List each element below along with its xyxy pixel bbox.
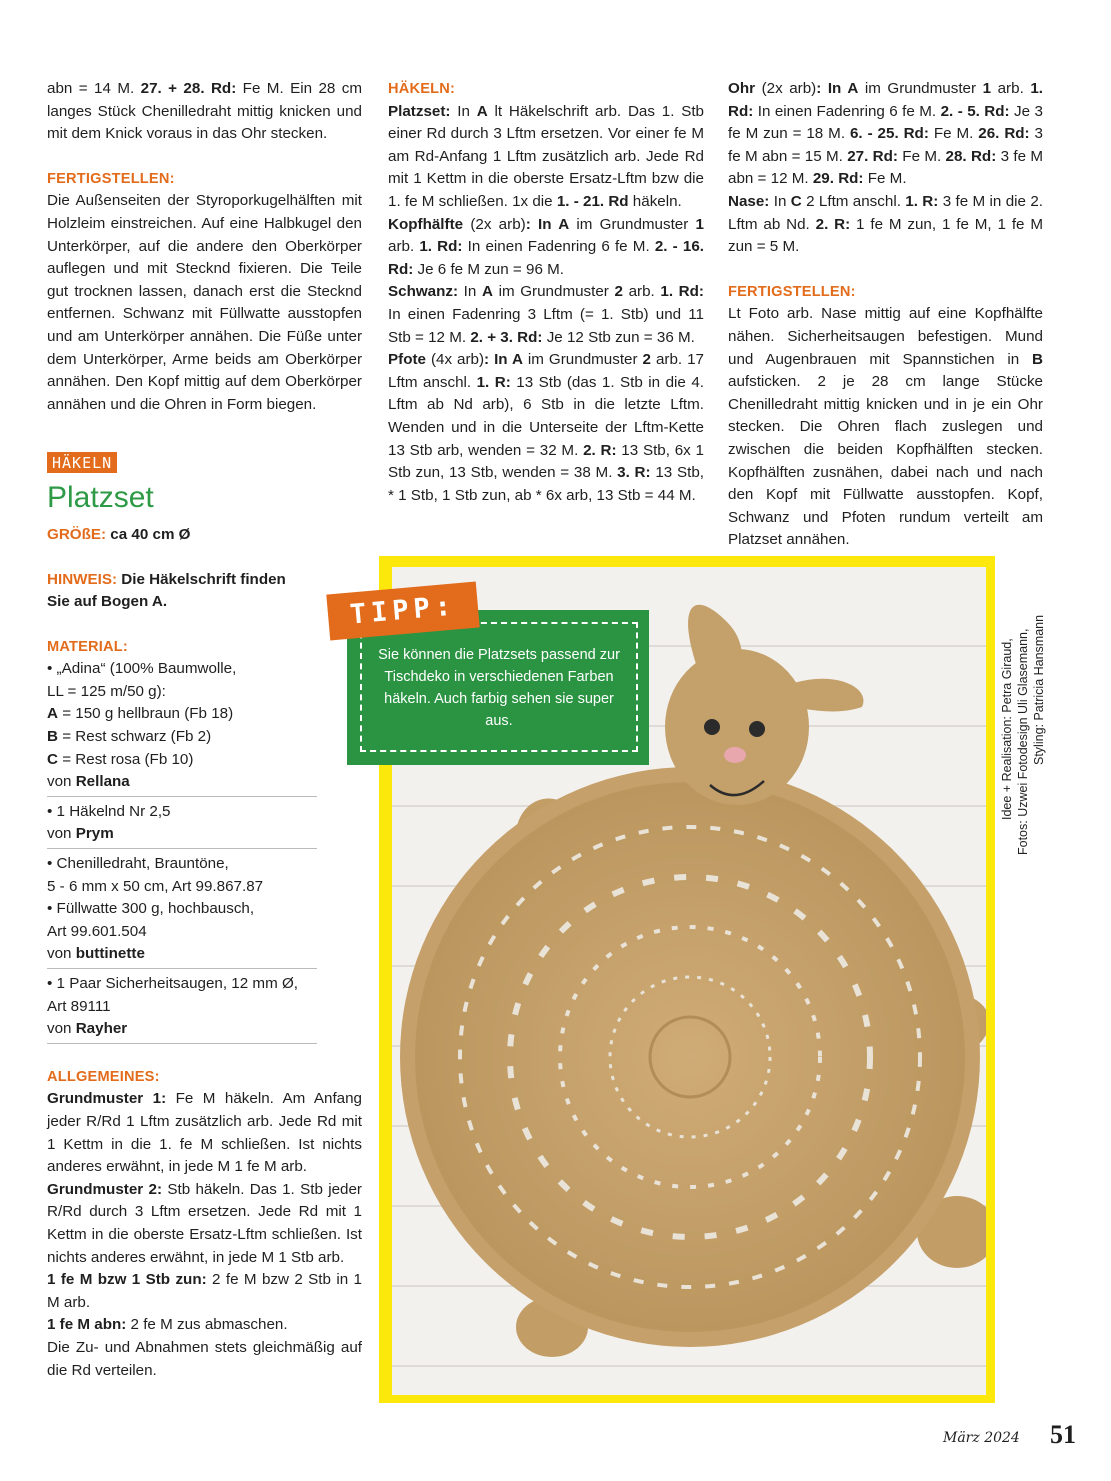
paragraph: Schwanz: In A im Grundmuster 2 arb. 1. Rd: In einen Fadenring 3 Lftm (= 1. Stb) und 11 Stb = 12 M. 2. + 3. Rd: Je 12 Stb zun = 36 M. bbox=[388, 283, 704, 346]
paragraph: Die Zu- und Abnahmen stets gleichmäßig auf die Rd verteilen. bbox=[47, 1338, 362, 1379]
tip-label: TIPP: bbox=[326, 582, 479, 641]
credit-line: Fotos: Uzwei Fotodesign Uli Glasemann, bbox=[1016, 628, 1030, 855]
category-tag: HÄKELN bbox=[47, 452, 117, 473]
paragraph: Platzset: In A lt Häkelschrift arb. Das 1. Stb einer Rd durch 3 Lftm ersetzen. Vor einer fe M am Rd-Anfang 1 Lftm zusätzlich arb. Jede Rd mit 1 Kettm in die oberste Ersatz-Lftm bzw die 1. fe M schließen. 1x die 1. - 21. Rd häkeln. bbox=[388, 102, 704, 210]
issue-date: März 2024 bbox=[943, 1430, 1020, 1446]
paragraph: Grundmuster 1: Fe M häkeln. Am Anfang jeder R/Rd 1 Lftm zusätzlich arb. Jede Rd mit 1 Kettm in die 1. fe M schließen. Ist nichts anderes erwähnt, in jede M 1 fe M arb. bbox=[47, 1090, 363, 1176]
section-heading: FERTIGSTELLEN: bbox=[47, 170, 175, 187]
page-number: 51 bbox=[1050, 1420, 1076, 1449]
paragraph: 1 fe M abn: 2 fe M zus abmaschen. bbox=[47, 1316, 288, 1334]
left-column bbox=[47, 78, 362, 1382]
right-column bbox=[728, 78, 1043, 552]
brand-link: Rellana bbox=[75, 773, 130, 791]
paragraph: Kopfhälfte (2x arb): In A im Grundmuster 1 arb. 1. Rd: In einen Fadenring 6 fe M. 2. - 16. Rd: Je 6 fe M zun = 96 M. bbox=[388, 215, 704, 278]
paragraph: 1 fe M bzw 1 Stb zun: 2 fe M bzw 2 Stb in 1 M arb. bbox=[47, 1271, 362, 1311]
general-heading: ALLGEMEINES: bbox=[47, 1068, 160, 1085]
paragraph: Die Außenseiten der Styroporkugelhälften mit Holzleim einstreichen. Auf eine Halbkugel den Unterkörper, auf die andere den Oberkörper auflegen und mit Stecknd fixieren. Die Teile gut trocknen lassen, danach erst die Stecknd entfernen. Schwanz mit Füllwatte ausstopfen und am Unterkörper annähen. Die Füße unter dem Unterkörper, Arme beids am Oberkörper annähen. Den Kopf mittig auf dem Oberkörper annähen und die Ohren in Form biegen. bbox=[47, 192, 362, 413]
paragraph: abn = 14 M. 27. + 28. Rd: Fe M. Ein 28 cm langes Stück Chenilledraht mittig knicken und mit dem Knick voraus in das Ohr stecken. bbox=[47, 80, 362, 143]
paragraph: Lt Foto arb. Nase mittig auf eine Kopfhälfte nähen. Sicherheitsaugen befestigen. Mund und Augenbrauen mit Spannstichen in B aufsticken. 2 je 28 cm lange Stücke Chenilledraht mittig knicken und in je ein Ohr stecken. Die Ohren flach zuslegen und zwischen die beiden Kopfhälften stecken. Kopfhälften zusnähen, dabei nach und nach den Kopf mit Füllwatte ausstopfen. Kopf, Schwanz und Pfoten rundum verteilt am Platzset annähen. bbox=[728, 305, 1043, 549]
hint-info: HINWEIS: Die Häkelschrift finden Sie auf Bogen A. bbox=[47, 570, 286, 611]
photo-credits bbox=[1000, 600, 1060, 855]
tip-text: Sie können die Platzsets passend zur Tischdeko in verschiedenen Farben häkeln. Auch farbig sehen sie super aus. bbox=[360, 622, 638, 752]
brand-link: buttinette bbox=[75, 945, 145, 963]
paragraph: Grundmuster 2: Stb häkeln. Das 1. Stb jeder R/Rd durch 3 Lftm ersetzen. Jede Rd mit 1 Kettm in die oberste Ersatz-Lftm schließen. Ist nichts anderes erwähnt, in jede M 1 Stb arb. bbox=[47, 1180, 362, 1266]
material-heading: MATERIAL: bbox=[47, 638, 128, 655]
credit-line: Idee + Realisation: Petra Giraud, bbox=[1000, 638, 1014, 820]
middle-column bbox=[388, 78, 704, 507]
brand-link: Prym bbox=[75, 825, 114, 843]
page-title: Platzset bbox=[47, 480, 154, 514]
brand-link: Rayher bbox=[75, 1020, 128, 1038]
material-list: • „Adina“ (100% Baumwolle, LL = 125 m/50 g): A = 150 g hellbraun (Fb 18) B = Rest schwarz (Fb 2) C = Rest rosa (Fb 10) von Rellana • 1 Häkelnd Nr 2,5 von Prym • Chenilledraht, Brauntöne, 5 - 6 mm x 50 cm, Art 99.867.87 • Füllwatte 300 g, hochbausch, Art 99.601.504 von buttinette • 1 Paar Sicherheitsaugen, 12 mm Ø, Art 89111 von Rayher bbox=[47, 658, 362, 1044]
size-info: GRÖßE: ca 40 cm Ø bbox=[47, 525, 191, 543]
paragraph: Ohr (2x arb): In A im Grundmuster 1 arb. 1. Rd: In einen Fadenring 6 fe M. 2. - 5. Rd: Je 3 fe M zun = 18 M. 6. - 25. Rd: Fe M. 26. Rd: 3 fe M abn = 15 M. 27. Rd: Fe M. 28. Rd: 3 fe M abn = 12 M. 29. Rd: Fe M. bbox=[728, 80, 1044, 188]
credit-line: Styling: Patricia Hansmann bbox=[1032, 614, 1046, 765]
paragraph: Pfote (4x arb): In A im Grundmuster 2 arb. 17 Lftm anschl. 1. R: 13 Stb (das 1. Stb in die 4. Lftm ab Nd arb), 6 Stb in die letzte Lftm. Wenden und in die Unterseite der Lftm-Kette 13 Stb arb, wenden = 32 M. 2. R: 13 Stb, 6x 1 Stb zun, 13 Stb, wenden = 38 M. 3. R: 13 Stb, * 1 Stb, 1 Stb zun, ab * 6x arb, 13 Stb = 44 M. bbox=[388, 351, 704, 504]
section-heading: HÄKELN: bbox=[388, 81, 456, 97]
section-heading: FERTIGSTELLEN: bbox=[728, 283, 856, 300]
paragraph: Nase: In C 2 Lftm anschl. 1. R: 3 fe M in die 2. Lftm ab Nd. 2. R: 1 fe M zun, 1 fe M, 1 fe M zun = 5 M. bbox=[728, 192, 1044, 256]
